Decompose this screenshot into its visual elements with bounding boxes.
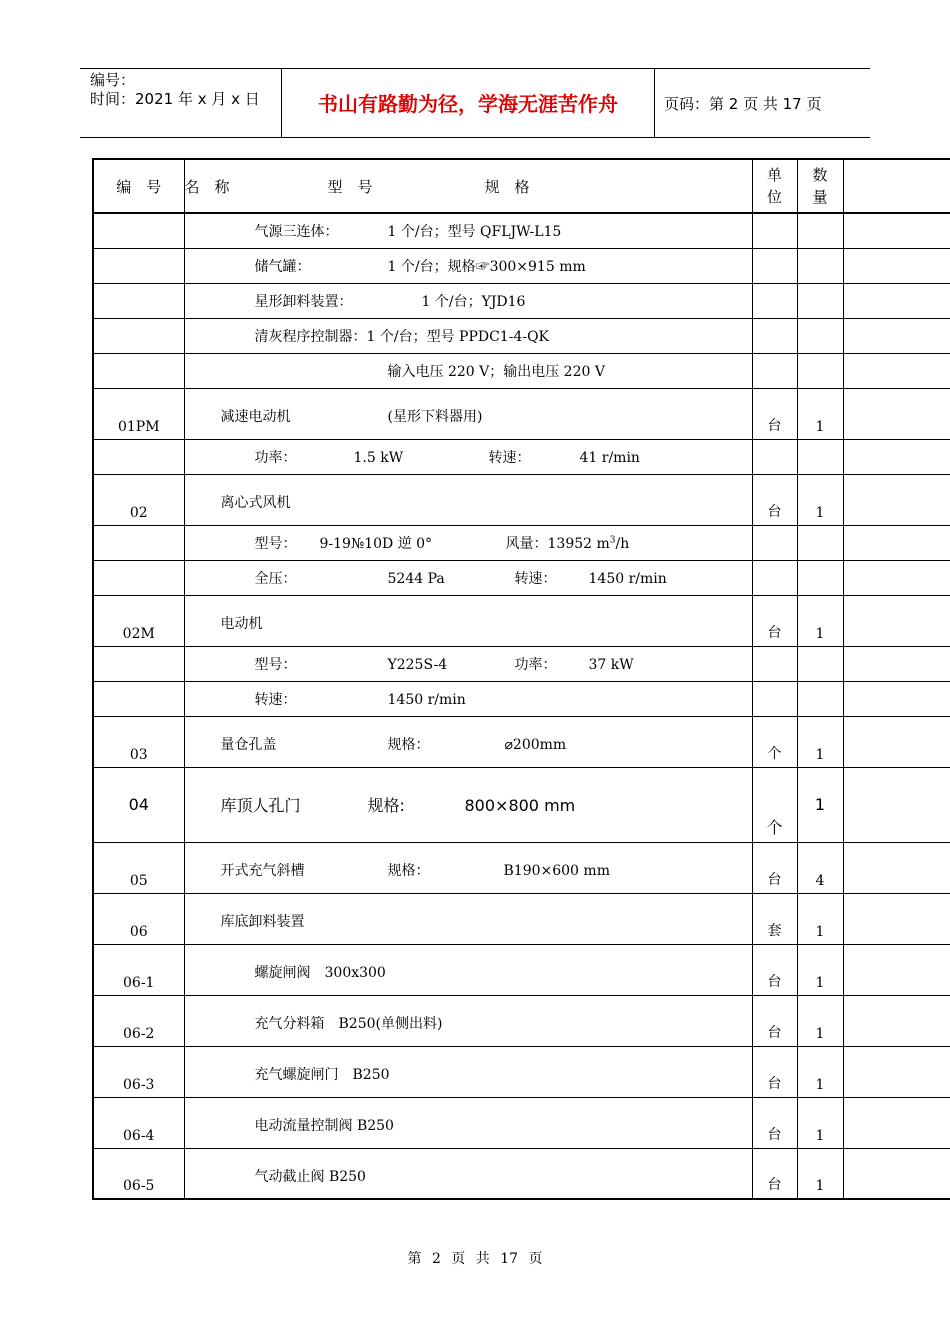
row-description: 充气螺旋闸门 B250	[184, 1046, 752, 1097]
table-row	[93, 995, 950, 1046]
row-code	[93, 353, 184, 388]
row-remark	[843, 893, 950, 944]
row-code: 06-3	[93, 1046, 184, 1097]
row-description: 型号： Y225S-4 功率： 37 kW	[184, 646, 752, 681]
row-unit	[752, 681, 797, 716]
row-remark	[843, 525, 950, 560]
row-code: 04	[93, 767, 184, 842]
row-unit	[752, 560, 797, 595]
row-code: 06-2	[93, 995, 184, 1046]
table-row	[93, 525, 950, 560]
row-remark	[843, 1046, 950, 1097]
row-qty: 1	[797, 474, 843, 525]
table-header-row	[93, 159, 950, 213]
row-description: 库底卸料装置	[184, 893, 752, 944]
row-qty: 1	[797, 388, 843, 439]
row-remark	[843, 474, 950, 525]
table-row	[93, 283, 950, 318]
row-qty	[797, 283, 843, 318]
row-qty: 1	[797, 1097, 843, 1148]
header-remark	[843, 159, 950, 213]
row-remark	[843, 353, 950, 388]
header-page-label: 页码：第 2 页 共 17 页	[664, 95, 822, 113]
row-unit	[752, 439, 797, 474]
row-unit	[752, 213, 797, 248]
row-remark	[843, 944, 950, 995]
row-remark	[843, 995, 950, 1046]
row-remark	[843, 716, 950, 767]
row-description: 量仓孔盖 规格： ⌀200mm	[184, 716, 752, 767]
table-row	[93, 842, 950, 893]
row-unit: 个	[752, 716, 797, 767]
row-description: 离心式风机	[184, 474, 752, 525]
row-description: 气源三连体： 1 个/台；型号 QFLJW-L15	[184, 213, 752, 248]
row-qty	[797, 525, 843, 560]
row-code	[93, 248, 184, 283]
row-unit	[752, 646, 797, 681]
row-remark	[843, 1148, 950, 1199]
row-remark	[843, 213, 950, 248]
row-description: 全压： 5244 Pa 转速： 1450 r/min	[184, 560, 752, 595]
row-unit: 台	[752, 944, 797, 995]
row-code: 06-1	[93, 944, 184, 995]
table-row	[93, 716, 950, 767]
row-code: 06-4	[93, 1097, 184, 1148]
row-qty	[797, 213, 843, 248]
row-code: 02M	[93, 595, 184, 646]
row-description: 电动机	[184, 595, 752, 646]
table-row	[93, 595, 950, 646]
row-description: 星形卸料装置： 1 个/台；YJD16	[184, 283, 752, 318]
row-remark	[843, 560, 950, 595]
row-remark	[843, 283, 950, 318]
row-description: 开式充气斜槽 规格： B190×600 mm	[184, 842, 752, 893]
row-remark	[843, 318, 950, 353]
table-row	[93, 388, 950, 439]
row-qty: 1	[797, 995, 843, 1046]
row-description: 减速电动机 (星形下料器用)	[184, 388, 752, 439]
row-unit	[752, 248, 797, 283]
equipment-table	[92, 158, 950, 1200]
page-footer: 第 2 页 共 17 页	[407, 1251, 543, 1267]
row-unit: 个	[752, 767, 797, 842]
row-unit	[752, 353, 797, 388]
row-qty	[797, 248, 843, 283]
header-unit: 单 位	[752, 159, 797, 213]
row-description: 型号： 9-19№10D 逆 0° 风量：13952 $m^3/h$	[184, 525, 752, 560]
row-code: 06-5	[93, 1148, 184, 1199]
table-row	[93, 474, 950, 525]
row-unit	[752, 525, 797, 560]
row-description: 转速： 1450 r/min	[184, 681, 752, 716]
row-qty: 1	[797, 944, 843, 995]
table-row	[93, 1046, 950, 1097]
table-row	[93, 213, 950, 248]
row-code	[93, 318, 184, 353]
page-header	[80, 68, 870, 138]
row-qty: 1	[797, 767, 843, 842]
row-unit: 台	[752, 1046, 797, 1097]
row-qty: 1	[797, 595, 843, 646]
row-code: 01PM	[93, 388, 184, 439]
row-description: 电动流量控制阀 B250	[184, 1097, 752, 1148]
row-code	[93, 213, 184, 248]
table-row	[93, 767, 950, 842]
code-label: 编号：	[90, 71, 136, 89]
row-code	[93, 283, 184, 318]
row-qty	[797, 353, 843, 388]
row-qty	[797, 646, 843, 681]
header-meta	[90, 71, 280, 109]
row-code	[93, 560, 184, 595]
table-row	[93, 560, 950, 595]
row-code: 06	[93, 893, 184, 944]
row-remark	[843, 767, 950, 842]
row-code	[93, 681, 184, 716]
table-row	[93, 646, 950, 681]
row-description: 充气分料箱 B250(单侧出料)	[184, 995, 752, 1046]
row-remark	[843, 1097, 950, 1148]
header-qty: 数 量	[797, 159, 843, 213]
row-remark	[843, 439, 950, 474]
table-row	[93, 1148, 950, 1199]
row-remark	[843, 681, 950, 716]
row-description: 清灰程序控制器：1 个/台；型号 PPDC1-4-QK	[184, 318, 752, 353]
header-divider	[654, 69, 655, 137]
header-motto: 书山有路勤为径，学海无涯苦作舟	[318, 92, 618, 116]
row-qty	[797, 318, 843, 353]
row-qty: 1	[797, 893, 843, 944]
row-description: 功率： 1.5 kW 转速： 41 r/min	[184, 439, 752, 474]
row-description: 螺旋闸阀 300x300	[184, 944, 752, 995]
row-unit: 台	[752, 595, 797, 646]
header-code: 编 号	[93, 159, 184, 213]
row-qty	[797, 560, 843, 595]
table-row	[93, 944, 950, 995]
row-qty	[797, 681, 843, 716]
table-row	[93, 681, 950, 716]
row-unit: 台	[752, 388, 797, 439]
row-code: 03	[93, 716, 184, 767]
row-code: 05	[93, 842, 184, 893]
table-row	[93, 318, 950, 353]
row-unit	[752, 283, 797, 318]
row-description: 库顶人孔门 规格: 800×800 mm	[184, 767, 752, 842]
row-unit: 台	[752, 1148, 797, 1199]
row-qty: 1	[797, 1046, 843, 1097]
table-row	[93, 1097, 950, 1148]
header-model: 型 号	[327, 177, 373, 196]
row-remark	[843, 595, 950, 646]
table-row	[93, 248, 950, 283]
table-row	[93, 439, 950, 474]
time-label: 时间：2021 年 x 月 x 日	[90, 90, 260, 108]
row-code: 02	[93, 474, 184, 525]
row-description: 气动截止阀 B250	[184, 1148, 752, 1199]
row-unit: 台	[752, 1097, 797, 1148]
header-name: 名 称	[184, 177, 230, 196]
table-row	[93, 893, 950, 944]
row-code	[93, 439, 184, 474]
row-remark	[843, 388, 950, 439]
row-remark	[843, 842, 950, 893]
row-unit: 台	[752, 474, 797, 525]
row-unit	[752, 318, 797, 353]
row-unit: 台	[752, 842, 797, 893]
row-unit: 套	[752, 893, 797, 944]
header-name-model-spec	[184, 159, 752, 213]
row-unit: 台	[752, 995, 797, 1046]
row-remark	[843, 248, 950, 283]
row-description: 储气罐： 1 个/台；规格☞300×915 mm	[184, 248, 752, 283]
header-spec: 规 格	[484, 177, 530, 196]
row-code	[93, 525, 184, 560]
row-qty	[797, 439, 843, 474]
row-qty: 4	[797, 842, 843, 893]
row-qty: 1	[797, 716, 843, 767]
row-qty: 1	[797, 1148, 843, 1199]
row-code	[93, 646, 184, 681]
row-remark	[843, 646, 950, 681]
table-row	[93, 353, 950, 388]
row-description: 输入电压 220 V；输出电压 220 V	[184, 353, 752, 388]
